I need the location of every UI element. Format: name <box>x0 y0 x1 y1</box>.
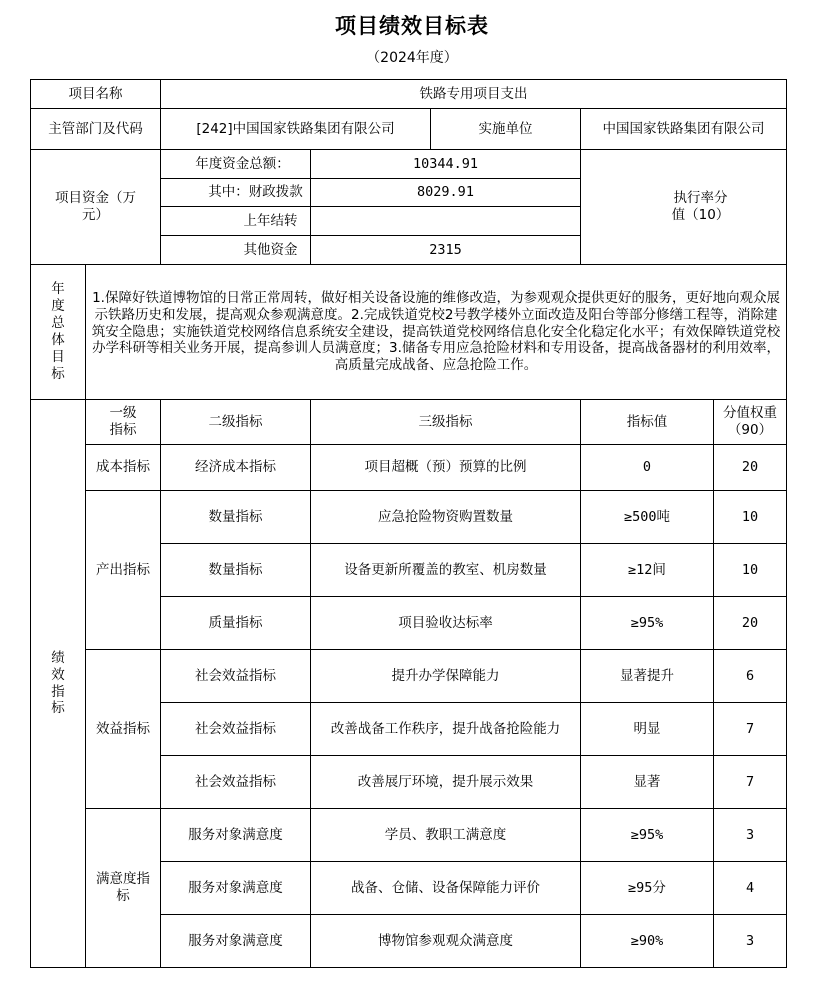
weight-cell: 7 <box>714 756 787 809</box>
weight-cell: 7 <box>714 703 787 756</box>
level2-cell: 服务对象满意度 <box>161 862 311 915</box>
header-weight: 分值权重（90） <box>714 400 787 445</box>
funds-label: 项目资金（万元） <box>31 150 161 265</box>
value-cell: 明显 <box>581 703 714 756</box>
header-level2: 二级指标 <box>161 400 311 445</box>
funds-other-label: 其他资金 <box>161 236 311 265</box>
level3-cell: 战备、仓储、设备保障能力评价 <box>311 862 581 915</box>
level3-cell: 改善展厅环境，提升展示效果 <box>311 756 581 809</box>
project-name-value: 铁路专用项目支出 <box>161 80 787 109</box>
table-row <box>31 809 787 862</box>
level3-cell: 项目超概（预）预算的比例 <box>311 445 581 491</box>
weight-cell: 4 <box>714 862 787 915</box>
level2-cell: 数量指标 <box>161 491 311 544</box>
value-cell: ≥95% <box>581 597 714 650</box>
goal-text: 1.保障好铁道博物馆的日常正常周转，做好相关设备设施的维修改造，为参观观众提供更好的服务，更好地向观众展示铁路历史和发展，提高观众参观满意度。2.完成铁道党校2号教学楼外立面改造及阳台等部分修缮工程等，消除建筑安全隐患；实施铁道党校网络信息系统安全建设，提高铁道党校网络信息化安全化稳定化水平；有效保障铁道党校办学科研等相关业务开展，提高参训人员满意度；3.储备专用应急抢险材料和专用设备，提高战备器材的利用效率，高质量完成战备、应急抢险工作。 <box>86 265 787 400</box>
level1-cell: 产出指标 <box>86 491 161 650</box>
level3-cell: 项目验收达标率 <box>311 597 581 650</box>
goal-row <box>31 265 787 400</box>
goal-label: 年度总体目标 <box>31 265 86 400</box>
funds-other-value: 2315 <box>311 236 581 265</box>
level1-cell: 满意度指标 <box>86 809 161 968</box>
page-title: 项目绩效目标表 <box>335 14 489 38</box>
exec-rate-label: 执行率分值（10） <box>581 150 787 265</box>
dept-value: [242]中国国家铁路集团有限公司 <box>161 109 431 150</box>
weight-cell: 3 <box>714 809 787 862</box>
table-row <box>31 491 787 544</box>
value-cell: ≥95% <box>581 809 714 862</box>
impl-label: 实施单位 <box>431 109 581 150</box>
indicators-section-label: 绩效指标 <box>31 400 86 968</box>
project-name-label: 项目名称 <box>31 80 161 109</box>
level2-cell: 经济成本指标 <box>161 445 311 491</box>
level3-cell: 应急抢险物资购置数量 <box>311 491 581 544</box>
value-cell: 显著 <box>581 756 714 809</box>
project-name-row <box>31 80 787 109</box>
funds-fiscal-label: 其中：财政拨款 <box>161 179 311 207</box>
level3-cell: 设备更新所覆盖的教室、机房数量 <box>311 544 581 597</box>
dept-label: 主管部门及代码 <box>31 109 161 150</box>
value-cell: 显著提升 <box>581 650 714 703</box>
table-row <box>31 650 787 703</box>
level1-cell: 效益指标 <box>86 650 161 809</box>
department-row <box>31 109 787 150</box>
weight-cell: 6 <box>714 650 787 703</box>
funds-carryover-value <box>311 207 581 236</box>
funds-total-value: 10344.91 <box>311 150 581 179</box>
value-cell: ≥12间 <box>581 544 714 597</box>
table-row <box>31 445 787 491</box>
value-cell: ≥500吨 <box>581 491 714 544</box>
level2-cell: 服务对象满意度 <box>161 809 311 862</box>
level3-cell: 博物馆参观观众满意度 <box>311 915 581 968</box>
value-cell: ≥90% <box>581 915 714 968</box>
weight-cell: 10 <box>714 491 787 544</box>
indicator-header-row <box>31 400 787 445</box>
page-subtitle: （2024年度） <box>366 50 458 66</box>
level2-cell: 社会效益指标 <box>161 703 311 756</box>
value-cell: 0 <box>581 445 714 491</box>
header-level3: 三级指标 <box>311 400 581 445</box>
funds-total-label: 年度资金总额： <box>161 150 311 179</box>
level2-cell: 数量指标 <box>161 544 311 597</box>
value-cell: ≥95分 <box>581 862 714 915</box>
funds-carryover-label: 上年结转 <box>161 207 311 236</box>
funds-fiscal-value: 8029.91 <box>311 179 581 207</box>
level3-cell: 学员、教职工满意度 <box>311 809 581 862</box>
weight-cell: 20 <box>714 445 787 491</box>
weight-cell: 10 <box>714 544 787 597</box>
level2-cell: 社会效益指标 <box>161 650 311 703</box>
level2-cell: 服务对象满意度 <box>161 915 311 968</box>
performance-table <box>30 79 787 968</box>
impl-value: 中国国家铁路集团有限公司 <box>581 109 787 150</box>
level1-cell: 成本指标 <box>86 445 161 491</box>
funds-total-row <box>31 150 787 179</box>
level2-cell: 社会效益指标 <box>161 756 311 809</box>
header-level1: 一级指标 <box>86 400 161 445</box>
level2-cell: 质量指标 <box>161 597 311 650</box>
weight-cell: 3 <box>714 915 787 968</box>
header-value: 指标值 <box>581 400 714 445</box>
level3-cell: 改善战备工作秩序，提升战备抢险能力 <box>311 703 581 756</box>
weight-cell: 20 <box>714 597 787 650</box>
level3-cell: 提升办学保障能力 <box>311 650 581 703</box>
